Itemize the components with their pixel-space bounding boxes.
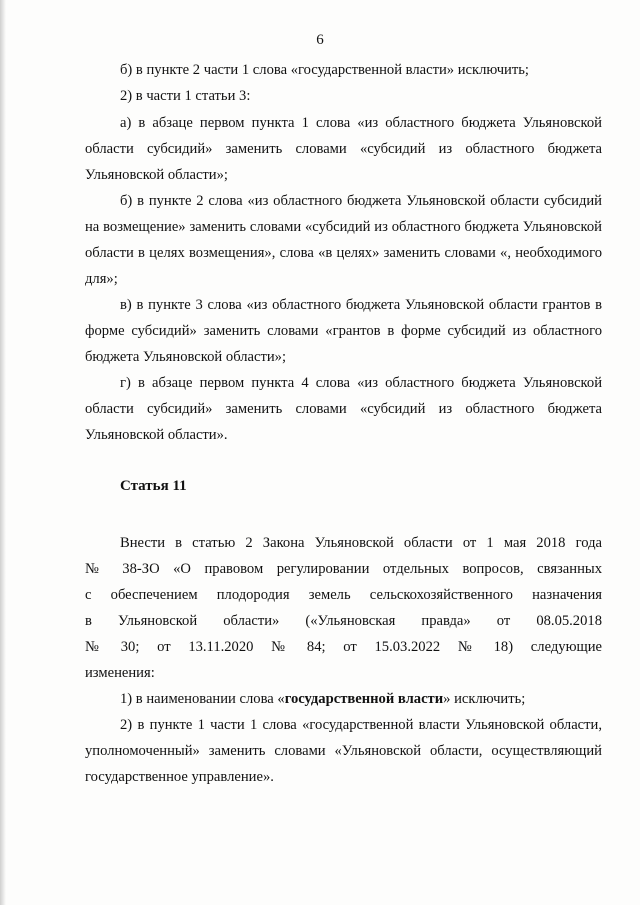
item-1-bold-phrase: государственной власти xyxy=(284,691,444,707)
paragraph-part-1-article-3: 2) в части 1 статьи 3: xyxy=(120,88,251,104)
article-intro-line-5: № 30; от 13.11.2020 № 84; от 15.03.2022 № 18) следующие xyxy=(85,639,602,655)
paragraph-a: а) в абзаце первом пункта 1 слова «из областного бюджета Ульяновской области субсидий» заменить словами «субсидий из областного бюджета Ульяновской области»; xyxy=(85,115,602,183)
paragraph-g: г) в абзаце первом пункта 4 слова «из областного бюджета Ульяновской области субсидий» заменить словами «субсидий из областного бюджета Ульяновской области». xyxy=(85,375,602,443)
scan-edge-shadow xyxy=(0,0,6,905)
article-item-1 xyxy=(85,686,602,712)
article-heading: Статья 11 xyxy=(120,478,187,494)
page-number: 6 xyxy=(316,32,324,48)
paragraph-v: в) в пункте 3 слова «из областного бюджета Ульяновской области грантов в форме субсидий» заменить словами «грантов в форме субсидий из областного бюджета Ульяновской области»; xyxy=(85,297,602,365)
paragraph-b-point-2: б) в пункте 2 части 1 слова «государственной власти» исключить; xyxy=(120,62,529,78)
article-intro-line-4: в Ульяновской области» («Ульяновская правда» от 08.05.2018 xyxy=(85,613,602,629)
article-intro-line-3: с обеспечением плодородия земель сельскохозяйственного назначения xyxy=(85,587,602,603)
article-intro-line-6: изменения: xyxy=(85,665,155,681)
article-intro-line-2: № 38-ЗО «О правовом регулировании отдельных вопросов, связанных xyxy=(85,561,602,577)
paragraph-b: б) в пункте 2 слова «из областного бюджета Ульяновской области субсидий на возмещение» заменить словами «субсидий из областного бюджета Ульяновской области в целях возмещения», слова «в целях» заменить словами «, необходимого для»; xyxy=(85,193,602,287)
item-1-prefix: 1) в наименовании слова « xyxy=(120,691,285,707)
article-item-2: 2) в пункте 1 части 1 слова «государственной власти Ульяновской области, уполномоченный» заменить словами «Ульяновской области, осуществляющий государственное управление». xyxy=(85,717,602,785)
item-1-suffix: » исключить; xyxy=(443,691,526,707)
article-intro-line-1: Внести в статью 2 Закона Ульяновской области от 1 мая 2018 года xyxy=(120,535,602,551)
